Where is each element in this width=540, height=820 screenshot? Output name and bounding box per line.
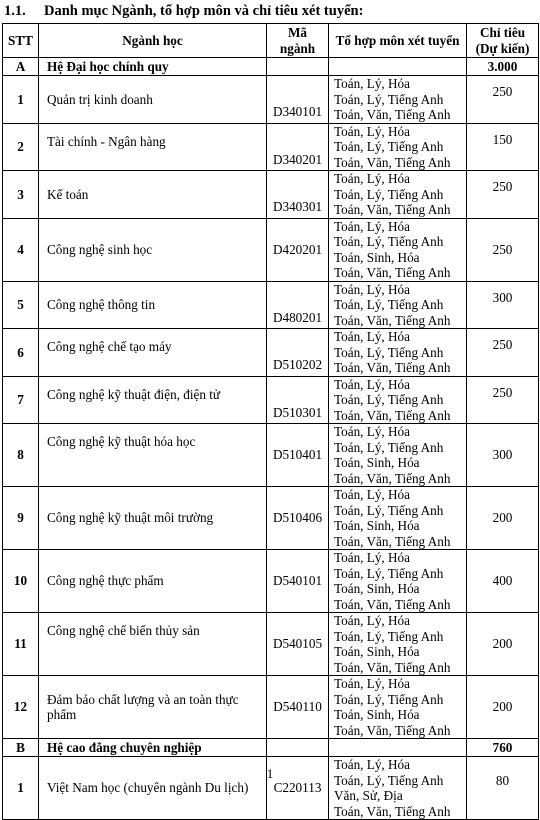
row-stt: 9 (3, 487, 39, 550)
combination-line: Toán, Lý, Hóa (334, 329, 410, 344)
combination-line: Toán, Sinh, Hóa (334, 707, 420, 722)
combination-line: Toán, Văn, Tiếng Anh (334, 265, 451, 280)
combination-line: Toán, Lý, Hóa (334, 281, 410, 297)
row-quota: 200 (467, 676, 539, 739)
row-program-name: Việt Nam học (chuyên ngành Du lịch) (39, 757, 267, 820)
combination-line: Toán, Lý, Tiếng Anh (334, 344, 444, 360)
row-program-code: D510406 (267, 487, 329, 550)
combination-line: Toán, Văn, Tiếng Anh (334, 722, 451, 738)
section-number: 1.1. (4, 3, 26, 19)
row-program-code: C220113 (267, 757, 329, 820)
row-combinations (329, 329, 467, 377)
table-row (3, 376, 539, 424)
row-program-code: D540101 (267, 550, 329, 613)
row-combinations (329, 676, 467, 739)
combination-line: Toán, Lý, Hóa (334, 676, 410, 691)
table-row (3, 281, 539, 329)
row-program-code: D510401 (267, 424, 329, 487)
combination-line: Toán, Lý, Hóa (334, 424, 410, 439)
section-b-row (3, 739, 539, 757)
row-combinations (329, 171, 467, 219)
header-code: Mã ngành (267, 24, 329, 58)
combination-line: Toán, Sinh, Hóa (334, 581, 420, 596)
combination-line: Toán, Lý, Tiếng Anh (334, 186, 444, 202)
combination-line: Toán, Lý, Tiếng Anh (334, 297, 444, 312)
row-quota: 250 (467, 329, 539, 377)
table-body (3, 58, 539, 820)
row-program-name: Công nghệ kỹ thuật hóa học (39, 424, 267, 487)
row-stt: 11 (3, 613, 39, 676)
section-b-empty-comb (329, 739, 467, 757)
section-a-title: Hệ Đại học chính quy (39, 58, 267, 76)
row-program-name: Công nghệ kỹ thuật điện, điện tử (39, 376, 267, 424)
combination-line: Toán, Văn, Tiếng Anh (334, 407, 451, 423)
row-stt: 7 (3, 376, 39, 424)
table-header-row (3, 24, 539, 58)
combination-line: Toán, Lý, Tiếng Anh (334, 439, 444, 455)
combination-line: Toán, Lý, Tiếng Anh (334, 502, 444, 518)
row-combinations (329, 487, 467, 550)
row-combinations (329, 613, 467, 676)
combination-line: Toán, Văn, Tiếng Anh (334, 533, 451, 549)
combination-line: Toán, Lý, Tiếng Anh (334, 139, 444, 154)
combination-line: Toán, Lý, Hóa (334, 487, 410, 502)
row-program-name: Công nghệ kỹ thuật môi trường (39, 487, 267, 550)
row-program-name: Kế toán (39, 171, 267, 219)
header-stt: STT (3, 24, 39, 58)
combination-line: Toán, Lý, Tiếng Anh (334, 628, 444, 644)
table-row (3, 171, 539, 219)
section-a-empty-comb (329, 58, 467, 76)
section-b-label: B (3, 739, 39, 757)
combination-line: Toán, Lý, Tiếng Anh (334, 691, 444, 707)
row-combinations (329, 376, 467, 424)
row-stt: 1 (3, 757, 39, 820)
combination-line: Toán, Văn, Tiếng Anh (334, 803, 451, 819)
combination-line: Văn, Sử, Địa (334, 788, 403, 803)
row-program-name: Công nghệ thực phẩm (39, 550, 267, 613)
combination-line: Toán, Văn, Tiếng Anh (334, 107, 451, 122)
row-quota: 200 (467, 613, 539, 676)
section-heading (4, 3, 363, 23)
combination-line: Toán, Lý, Hóa (334, 757, 410, 772)
row-quota: 250 (467, 171, 539, 219)
combination-line: Toán, Lý, Tiếng Anh (334, 392, 444, 407)
row-program-name: Tài chính - Ngân hàng (39, 123, 267, 171)
table-row (3, 218, 539, 281)
combination-line: Toán, Lý, Hóa (334, 123, 410, 139)
table-row (3, 487, 539, 550)
row-combinations (329, 424, 467, 487)
combination-line: Toán, Sinh, Hóa (334, 644, 420, 659)
row-stt: 6 (3, 329, 39, 377)
row-stt: 12 (3, 676, 39, 739)
row-stt: 10 (3, 550, 39, 613)
row-quota: 80 (467, 757, 539, 820)
row-quota: 250 (467, 218, 539, 281)
row-stt: 5 (3, 281, 39, 329)
section-a-empty-code (267, 58, 329, 76)
row-combinations (329, 550, 467, 613)
program-table (2, 23, 539, 820)
combination-line: Toán, Lý, Hóa (334, 218, 410, 234)
row-program-code: D510202 (267, 329, 329, 377)
row-quota: 250 (467, 376, 539, 424)
combination-line: Toán, Văn, Tiếng Anh (334, 659, 451, 675)
row-program-code: D340301 (267, 171, 329, 219)
row-quota: 250 (467, 76, 539, 124)
section-title: Danh mục Ngành, tổ hợp môn và chỉ tiêu xét tuyển: (44, 3, 364, 19)
combination-line: Toán, Lý, Hóa (334, 76, 410, 91)
row-combinations (329, 123, 467, 171)
row-program-code: D510301 (267, 376, 329, 424)
combination-line: Toán, Lý, Hóa (334, 550, 410, 565)
row-program-code: D540110 (267, 676, 329, 739)
combination-line: Toán, Lý, Tiếng Anh (334, 772, 444, 788)
row-stt: 3 (3, 171, 39, 219)
section-b-title: Hệ cao đẳng chuyên nghiệp (39, 739, 267, 757)
row-quota: 300 (467, 281, 539, 329)
combination-line: Toán, Văn, Tiếng Anh (334, 596, 451, 612)
table-row (3, 329, 539, 377)
combination-line: Toán, Lý, Tiếng Anh (334, 565, 444, 581)
row-program-code: D480201 (267, 281, 329, 329)
section-a-total: 3.000 (467, 58, 539, 76)
header-name: Ngành học (39, 24, 267, 58)
combination-line: Toán, Lý, Hóa (334, 171, 410, 186)
row-stt: 4 (3, 218, 39, 281)
combination-line: Toán, Văn, Tiếng Anh (334, 202, 451, 217)
row-program-code: D420201 (267, 218, 329, 281)
header-quota: Chỉ tiêu (Dự kiến) (467, 24, 539, 58)
row-stt: 8 (3, 424, 39, 487)
row-quota: 200 (467, 487, 539, 550)
row-program-name: Đảm bảo chất lượng và an toàn thực phẩm (39, 676, 267, 739)
row-quota: 150 (467, 123, 539, 171)
row-stt: 1 (3, 76, 39, 124)
table-row (3, 613, 539, 676)
section-b-total: 760 (467, 739, 539, 757)
table-row (3, 123, 539, 171)
row-program-name: Công nghệ chế biến thủy sản (39, 613, 267, 676)
row-program-code: D340101 (267, 76, 329, 124)
section-b-empty-code (267, 739, 329, 757)
combination-line: Toán, Sinh, Hóa (334, 518, 420, 533)
row-stt: 2 (3, 123, 39, 171)
combination-line: Toán, Văn, Tiếng Anh (334, 154, 451, 170)
table-row (3, 676, 539, 739)
row-program-name: Công nghệ chế tạo máy (39, 329, 267, 377)
combination-line: Toán, Lý, Hóa (334, 613, 410, 628)
combination-line: Toán, Văn, Tiếng Anh (334, 312, 451, 328)
combination-line: Toán, Văn, Tiếng Anh (334, 360, 451, 375)
combination-line: Toán, Sinh, Hóa (334, 249, 420, 265)
row-program-name: Quản trị kinh doanh (39, 76, 267, 124)
combination-line: Toán, Văn, Tiếng Anh (334, 470, 451, 486)
row-quota: 400 (467, 550, 539, 613)
combination-line: Toán, Lý, Hóa (334, 376, 410, 392)
row-program-name: Công nghệ sinh học (39, 218, 267, 281)
row-quota: 300 (467, 424, 539, 487)
table-row (3, 76, 539, 124)
combination-line: Toán, Lý, Tiếng Anh (334, 91, 444, 107)
row-combinations (329, 281, 467, 329)
row-program-code: D540105 (267, 613, 329, 676)
section-a-label: A (3, 58, 39, 76)
row-program-code: D340201 (267, 123, 329, 171)
section-a-row (3, 58, 539, 76)
page-number: 1 (266, 766, 274, 781)
table-row (3, 550, 539, 613)
header-combinations: Tổ hợp môn xét tuyển (329, 24, 467, 58)
row-combinations (329, 218, 467, 281)
combination-line: Toán, Lý, Tiếng Anh (334, 234, 444, 249)
combination-line: Toán, Sinh, Hóa (334, 455, 420, 470)
table-row (3, 424, 539, 487)
row-program-name: Công nghệ thông tin (39, 281, 267, 329)
row-combinations (329, 76, 467, 124)
